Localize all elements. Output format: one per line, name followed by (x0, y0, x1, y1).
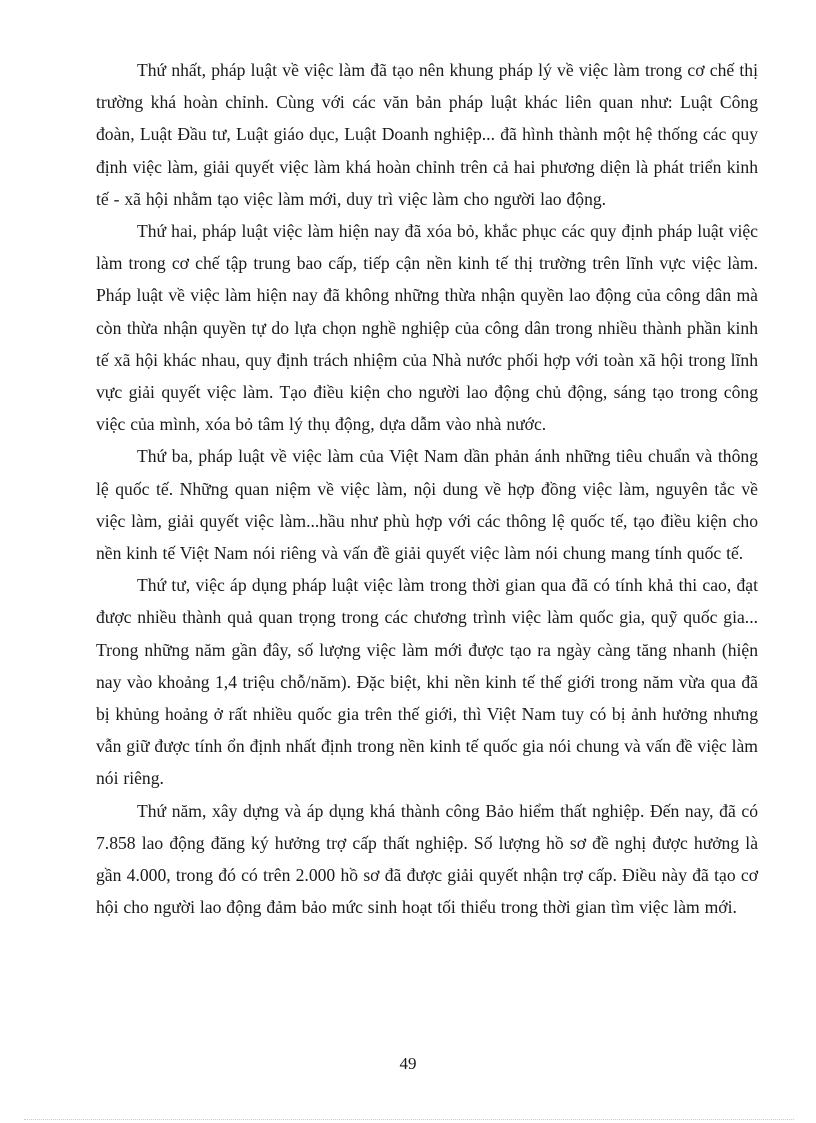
paragraph-fourth: Thứ tư, việc áp dụng pháp luật việc làm trong thời gian qua đã có tính khả thi cao, đạt được nhiều thành quả quan trọng trong các chương trình việc làm quốc gia, quỹ quốc gia... Trong những năm gần đây, số lượng việc làm mới được tạo ra ngày càng tăng nhanh (hiện nay vào khoảng 1,4 triệu chỗ/năm). Đặc biệt, khi nền kinh tế thế giới trong năm vừa qua đã bị khủng hoảng ở rất nhiều quốc gia trên thế giới, thì Việt Nam tuy có bị ảnh hưởng nhưng vẫn giữ được tính ổn định nhất định trong nền kinh tế quốc gia nói chung và vấn đề việc làm nói riêng. (96, 575, 758, 789)
paragraph-third: Thứ ba, pháp luật về việc làm của Việt Nam dần phản ánh những tiêu chuẩn và thông lệ quốc tế. Những quan niệm về việc làm, nội dung về hợp đồng việc làm, nguyên tắc về việc làm, giải quyết việc làm...hầu như phù hợp với các thông lệ quốc tế, tạo điều kiện cho nền kinh tế Việt Nam nói riêng và vấn đề giải quyết việc làm nói chung mang tính quốc tế. (96, 446, 758, 564)
body-text (96, 54, 758, 923)
paragraph-second: Thứ hai, pháp luật việc làm hiện nay đã xóa bỏ, khắc phục các quy định pháp luật việc làm trong cơ chế tập trung bao cấp, tiếp cận nền kinh tế thị trường trên lĩnh vực việc làm. Pháp luật về việc làm hiện nay đã không những thừa nhận quyền lao động của công dân mà còn thừa nhận quyền tự do lựa chọn nghề nghiệp của công dân trong nhiều thành phần kinh tế xã hội khác nhau, quy định trách nhiệm của Nhà nước phối hợp với toàn xã hội trong lĩnh vực giải quyết việc làm. Tạo điều kiện cho người lao động chủ động, sáng tạo trong công việc của mình, xóa bỏ tâm lý thụ động, dựa dẫm vào nhà nước. (96, 221, 758, 435)
paragraph-fifth: Thứ năm, xây dựng và áp dụng khá thành công Bảo hiểm thất nghiệp. Đến nay, đã có 7.858 lao động đăng ký hưởng trợ cấp thất nghiệp. Số lượng hồ sơ đề nghị được hưởng là gần 4.000, trong đó có trên 2.000 hồ sơ đã được giải quyết nhận trợ cấp. Điều này đã tạo cơ hội cho người lao động đảm bảo mức sinh hoạt tối thiểu trong thời gian tìm việc làm mới. (96, 800, 758, 918)
page-number: 49 (399, 1054, 417, 1073)
paragraph-first: Thứ nhất, pháp luật về việc làm đã tạo nên khung pháp lý về việc làm trong cơ chế thị trường khá hoàn chỉnh. Cùng với các văn bản pháp luật khác liên quan như: Luật Công đoàn, Luật Đầu tư, Luật giáo dục, Luật Doanh nghiệp... đã hình thành một hệ thống các quy định việc làm, giải quyết việc làm khá hoàn chỉnh trên cả hai phương diện là phát triển kinh tế - xã hội nhằm tạo việc làm mới, duy trì việc làm cho người lao động. (96, 60, 758, 209)
footer-divider (24, 1119, 794, 1120)
